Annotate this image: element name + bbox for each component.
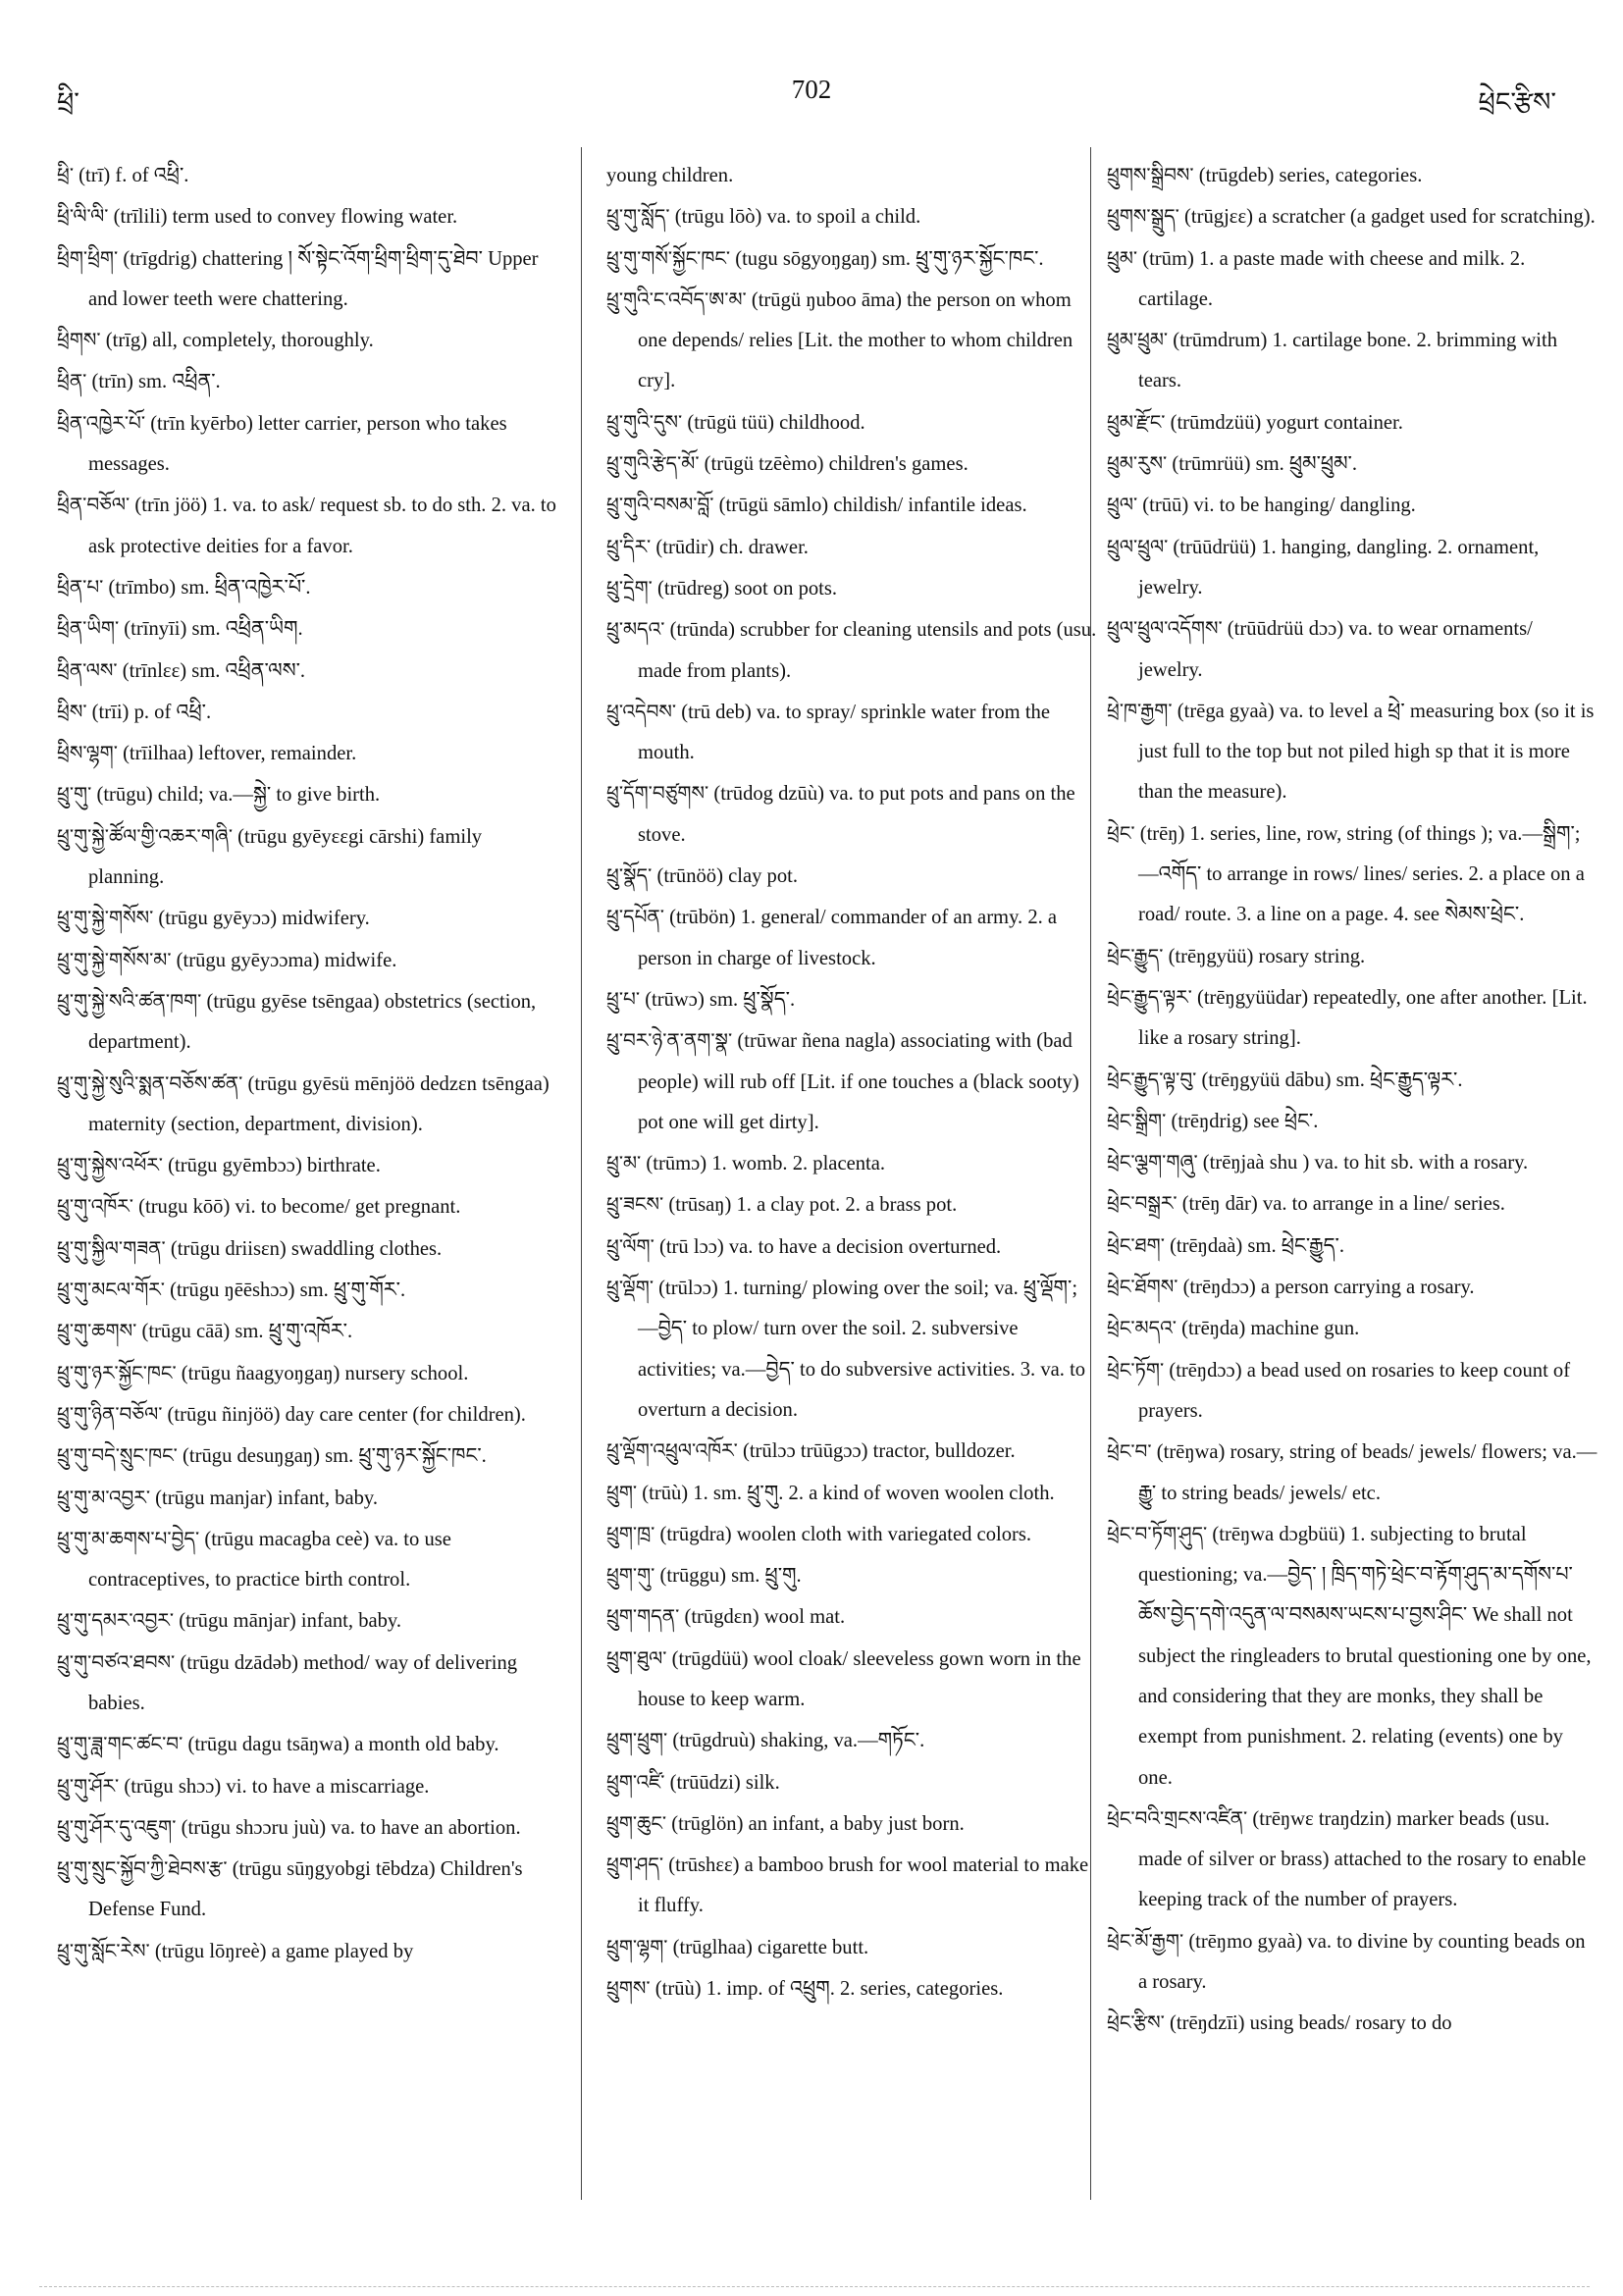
entry-definition: (trūwar ñena nagla) associating with (bad people) will rub off [Lit. if one touches a (black sooty) pot one will get dirty]. [638, 1030, 1079, 1133]
entry-definition: (trūsaŋ) 1. a clay pot. 2. a brass pot. [663, 1194, 958, 1217]
entry-definition: (trēŋgyüü dābu) sm. ཕྲེང་རྒྱུད་ལྟར་. [1196, 1069, 1463, 1091]
dictionary-entry [1107, 1514, 1597, 1799]
entry-headword: ཕྲིན་བཅོལ་ [57, 493, 131, 517]
dictionary-entry [606, 444, 1097, 485]
dictionary-entry [57, 898, 557, 939]
entry-definition: (trūgdeb) series, categories. [1193, 165, 1423, 186]
entry-headword: ཕྲུ་ལོག་ [606, 1233, 654, 1258]
entry-headword: ཕྲུ་གུ་སྐྱེ་གསོས་མ་ [57, 947, 172, 971]
dictionary-entry [57, 608, 557, 650]
entry-definition: (trēŋdaà) sm. ཕྲེང་རྒྱུད་. [1164, 1234, 1345, 1257]
entry-headword: ཕྲུ་མདའ་ [606, 617, 665, 642]
entry-headword: ཕྲུ་ལྡོག་ [606, 1276, 654, 1300]
entry-definition: (trū lɔɔ) va. to have a decision overturned. [654, 1235, 1002, 1258]
entry-definition: (trūglhaa) cigarette butt. [667, 1936, 869, 1958]
dictionary-entry [57, 320, 557, 361]
entry-headword: ཕྲུག་འཛི་ [606, 1769, 665, 1794]
dictionary-column-3 [1107, 155, 1597, 2045]
dictionary-entry [57, 816, 557, 899]
entry-definition: (trūdreg) soot on pots. [652, 577, 838, 600]
dictionary-entry [606, 1268, 1097, 1431]
dictionary-entry [57, 651, 557, 692]
dictionary-entry [1107, 1267, 1597, 1308]
dictionary-entry [606, 1968, 1097, 2009]
dictionary-entry [57, 155, 557, 196]
dictionary-entry [57, 1311, 557, 1352]
entry-headword: ཕྲུགས་སྒྲུད་ [1107, 204, 1179, 229]
entry-headword: ཕྲེང་བསྒྲར་ [1107, 1191, 1178, 1216]
entry-headword: ཕྲིན་པ་ [57, 574, 104, 599]
entry-definition: (trūgü tüü) childhood. [682, 411, 865, 434]
dictionary-entry [606, 1431, 1097, 1472]
entry-definition: (trūgu) child; va.—སྐྱེ་ to give birth. [91, 784, 381, 807]
entry-headword: ཕྲུ་གུ་མ་ཆགས་པ་བྱེད་ [57, 1526, 200, 1550]
entry-definition: young children. [606, 165, 734, 186]
entry-headword: ཕྲུགས་སྒྲིབས་ [1107, 163, 1194, 186]
entry-headword: ཕྲི་ལི་ལི་ [57, 204, 109, 229]
entry-headword: ཕྲུག་ཐུལ་ [606, 1645, 667, 1670]
entry-headword: ཕྲུ་གུའི་བསམ་བློ་ [606, 493, 714, 517]
entry-definition: (trūūdrüü dɔɔ) va. to wear ornaments/ jewelry. [1138, 618, 1533, 681]
dictionary-entry [606, 692, 1097, 774]
entry-headword: ཕྲིགས་ [57, 328, 101, 352]
dictionary-entry [1107, 485, 1597, 526]
entry-definition: (trūgu mānjar) infant, baby. [174, 1610, 402, 1633]
dictionary-entry [606, 1596, 1097, 1638]
entry-definition: (trūgu shɔɔ) vi. to have a miscarriage. [119, 1775, 430, 1798]
entry-headword: ཕྲུ་གུ་སྐྱེ་སུའི་སྨན་བཅོས་ཚན་ [57, 1070, 243, 1095]
entry-headword: ཕྲིས་ལྷག་ [57, 741, 118, 765]
entry-headword: ཕྲུམ་རྫོང་ [1107, 409, 1166, 434]
entry-definition: (trēŋwa dɔgbüü) 1. subjecting to brutal questioning; va.—བྱེད་ ། ཁྲིད་གཏེ་ཕྲེང་བ་རྟོག་ཤུད་མ་དགོས་པ་ཆོས་བྱེད་དགེ་འདུན་ལ་བསམས་ཡངས་པ་བྱས་ཤིང་ We shall not subject the ringleaders to brutal questioning one by one, and considering that they are monks, they shall be exempt from punishment. 2. relating (events) one by one. [1138, 1523, 1592, 1789]
entry-headword: ཕྲིན་ [57, 369, 87, 393]
entry-headword: ཕྲུགས་ [606, 1976, 651, 2001]
entry-definition: (trūgu gyēyɔɔ) midwifery. [153, 908, 370, 930]
entry-headword: ཕྲུག་ [606, 1480, 638, 1504]
dictionary-entry [1107, 1060, 1597, 1101]
entry-headword: ཕྲུ་བར་ཉེ་ན་ནག་སྣ་ [606, 1028, 733, 1053]
dictionary-entry [1107, 1226, 1597, 1267]
dictionary-entry [57, 1353, 557, 1394]
dictionary-entry [606, 979, 1097, 1020]
dictionary-entry [1107, 2003, 1597, 2044]
dictionary-entry [57, 1064, 557, 1146]
entry-definition: (trēŋ) 1. series, line, row, string (of things ); va.—སྒྲིག་; —འགོད་ to arrange in rows/ lines/ series. 2. a place on a road/ route. 3. a line on a page. 4. see སེམས་ཕྲེང་. [1134, 822, 1585, 926]
dictionary-entry [1107, 444, 1597, 485]
entry-headword: ཕྲུ་གུའི་དུས་ [606, 409, 683, 434]
entry-definition: (trūgu gyēmbɔɔ) birthrate. [162, 1155, 381, 1177]
entry-definition: (trēŋdzīi) using beads/ rosary to do [1164, 2012, 1452, 2035]
entry-headword: ཕྲུ་གུ་དམར་འབྱར་ [57, 1608, 175, 1633]
entry-headword: ཕྲུག་ཆུང་ [606, 1810, 667, 1835]
entry-headword: ཕྲུ་གུ་བཙའ་ཐབས་ [57, 1649, 176, 1674]
entry-headword: ཕྲུ་གུ་སྐྱེས་འཕོར་ [57, 1153, 163, 1177]
entry-headword: ཕྲིན་ལས་ [57, 657, 118, 682]
entry-headword: ཕྲེང་མོ་རྒྱག་ [1107, 1928, 1184, 1953]
dictionary-entry [606, 1639, 1097, 1721]
dictionary-entry [606, 1020, 1097, 1143]
dictionary-entry [1107, 691, 1597, 813]
entry-headword: ཕྲུ་གུ་ཆགས་ [57, 1319, 137, 1343]
entry-headword: ཕྲུ་འདེབས་ [606, 699, 677, 723]
entry-headword: ཕྲེང་བ་ [1107, 1439, 1152, 1464]
dictionary-entry [606, 1473, 1097, 1514]
dictionary-entry [606, 485, 1097, 526]
entry-headword: ཕྲེང་ཏོག་ [1107, 1357, 1165, 1382]
dictionary-entry [1107, 1921, 1597, 2004]
entry-definition: (trūlɔɔ trūūgɔɔ) tractor, bulldozer. [737, 1440, 1016, 1463]
dictionary-column-2 [606, 155, 1097, 2009]
entry-definition: (trēŋdrig) see ཕྲེང་. [1166, 1110, 1319, 1132]
entry-definition: (trūgdüü) wool cloak/ sleeveless gown worn in the house to keep warm. [638, 1647, 1081, 1710]
entry-headword: ཕྲེང་རྒྱུད་ [1107, 943, 1164, 967]
entry-definition: (trūbön) 1. general/ commander of an army. 2. a person in charge of livestock. [638, 907, 1058, 969]
dictionary-entry [1107, 196, 1597, 237]
entry-definition: (trūgu ñaagyoŋgaŋ) nursery school. [176, 1362, 469, 1384]
entry-headword: ཕྲུ་གུ་འཁོར་ [57, 1194, 133, 1219]
entry-definition: (trīgdrig) chattering ། སོ་སྟེང་འོག་ཕྲིག་ཕྲིག་དུ་ཐེབ་ Upper and lower teeth were chattering. [88, 247, 539, 310]
dictionary-entry [1107, 977, 1597, 1060]
entry-definition: (trūgjɛɛ) a scratcher (a gadget used for scratching). [1178, 206, 1596, 229]
entry-definition: (trēŋdɔɔ) a bead used on rosaries to keep count of prayers. [1138, 1359, 1571, 1422]
entry-definition: (trūmdzüü) yogurt container. [1165, 411, 1403, 434]
entry-definition: (trūgdra) woolen cloth with variegated colors. [654, 1523, 1032, 1545]
dictionary-entry [606, 196, 1097, 237]
dictionary-entry [1107, 155, 1597, 196]
dictionary-entry [57, 485, 557, 567]
entry-headword: ཕྲུ་དཔོན་ [606, 905, 664, 929]
dictionary-entry [1107, 1142, 1597, 1183]
dictionary-entry [606, 402, 1097, 444]
entry-definition: (trūgu lōò) va. to spoil a child. [669, 206, 921, 229]
entry-headword: ཕྲུ་ལྡོག་འཕྲུལ་འཁོར་ [606, 1438, 738, 1463]
entry-headword: ཕྲུག་ཤད་ [606, 1852, 664, 1877]
entry-headword: ཕྲུ་གུ་ [57, 782, 92, 807]
entry-headword: ཕྲུ་དོག་བཙུགས་ [606, 781, 709, 806]
dictionary-entry [606, 1927, 1097, 1968]
entry-headword: ཕྲིག་ཕྲིག་ [57, 245, 119, 270]
dictionary-entry [57, 981, 557, 1064]
entry-headword: ཕྲེང་རྒྱུད་ལྟ་བུ་ [1107, 1067, 1197, 1091]
entry-headword: ཕྲེང་བའི་གྲངས་འཛིན་ [1107, 1805, 1248, 1830]
entry-definition: (trīnlɛɛ) sm. འཕྲིན་ལས་. [117, 659, 306, 682]
entry-definition: (trūgu driisɛn) swaddling clothes. [165, 1237, 443, 1260]
entry-definition: (trūgu ñinjöö) day care center (for children). [162, 1403, 526, 1426]
entry-headword: ཕྲུལ་ཕྲུལ་ [1107, 534, 1169, 558]
entry-definition: (trīn) sm. འཕྲིན་. [86, 371, 221, 393]
dictionary-entry [1107, 1101, 1597, 1142]
entry-headword: ཕྲེང་རྒྱུད་ལྟར་ [1107, 984, 1192, 1009]
dictionary-entry [57, 692, 557, 733]
dictionary-entry [1107, 1183, 1597, 1225]
entry-definition: (trēŋwɛ traŋdzin) marker beads (usu. made of silver or brass) attached to the rosary to enable keeping track of the number of prayers. [1138, 1807, 1587, 1911]
entry-headword: ཕྲེང་ཐོགས་ [1107, 1275, 1178, 1299]
entry-definition: (trīn kyērbo) letter carrier, person who takes messages. [88, 412, 507, 476]
entry-definition: (trūgu cāā) sm. ཕྲུ་གུ་འཁོར་. [136, 1321, 353, 1343]
entry-definition: (trūgu gyēyɔɔma) midwife. [171, 949, 397, 971]
dictionary-entry [606, 155, 1097, 196]
dictionary-entry [606, 1555, 1097, 1596]
entry-headword: ཕྲུག་གདན་ [606, 1604, 680, 1629]
entry-headword: ཕྲུ་གུ་སྐྱེ་སའི་ཚན་ཁག་ [57, 988, 202, 1013]
dictionary-entry [606, 280, 1097, 402]
entry-headword: ཕྲེ་ཁ་རྒྱག་ [1107, 698, 1173, 722]
entry-headword: ཕྲུ་སྣོད་ [606, 863, 653, 888]
entry-definition: (trīg) all, completely, thoroughly. [100, 330, 374, 352]
entry-definition: (trūmrüü) sm. ཕྲུམ་ཕྲུམ་. [1167, 453, 1358, 476]
header-left-guide-word: ཕྲི་ [57, 87, 79, 117]
entry-headword: ཕྲུ་གུ་སྲུང་སྐྱོབ་ཀྱི་ཐེབས་རྩ་ [57, 1856, 228, 1881]
entry-definition: (trūm) 1. a paste made with cheese and milk. 2. cartilage. [1137, 247, 1526, 310]
entry-headword: ཕྲུམ་རུས་ [1107, 451, 1168, 476]
entry-headword: ཕྲུག་ལྷག་ [606, 1934, 668, 1958]
dictionary-entry [57, 1270, 557, 1311]
entry-definition: (trūgu ŋēēshɔɔ) sm. ཕྲུ་གུ་གོར་. [164, 1279, 406, 1302]
dictionary-entry [606, 856, 1097, 897]
dictionary-entry [57, 940, 557, 981]
dictionary-entry [57, 1807, 557, 1849]
entry-headword: ཕྲེང་བ་ཏོག་ཤུད་ [1107, 1521, 1208, 1545]
entry-definition: (trūgdɛn) wool mat. [679, 1606, 846, 1629]
entry-headword: ཕྲུམ་ཕྲུམ་ [1107, 328, 1169, 352]
entry-headword: ཕྲུ་གུ་མངལ་གོར་ [57, 1278, 165, 1302]
entry-headword: ཕྲུ་གུ་ཉིན་བཅོལ་ [57, 1401, 163, 1426]
dictionary-entry [57, 1145, 557, 1186]
dictionary-entry [1107, 813, 1597, 936]
dictionary-entry [1107, 1432, 1597, 1514]
dictionary-entry [1107, 527, 1597, 609]
entry-definition: (trūgu lōŋreè) a game played by [149, 1940, 414, 1962]
entry-definition: (trūgu manjar) infant, baby. [150, 1487, 379, 1509]
entry-definition: (trūgu shɔɔru juù) va. to have an abortion. [176, 1816, 521, 1839]
entry-headword: ཕྲུ་གུ་ཉར་སྐྱོང་ཁང་ [57, 1360, 177, 1384]
entry-definition: (trī) f. of འཕྲི་. [74, 165, 189, 186]
dictionary-entry [606, 1514, 1097, 1555]
entry-definition: (trēŋjaà shu ) va. to hit sb. with a rosary. [1197, 1152, 1529, 1174]
dictionary-entry [606, 1184, 1097, 1226]
entry-definition: (trēŋwa) rosary, string of beads/ jewels/ flowers; va.—རྒྱུ་ to string beads/ jewels/ etc. [1138, 1441, 1597, 1504]
dictionary-entry [1107, 1799, 1597, 1921]
entry-definition: (trīilhaa) leftover, remainder. [117, 743, 357, 765]
dictionary-entry [606, 1226, 1097, 1268]
dictionary-entry [57, 1766, 557, 1807]
dictionary-entry [57, 403, 557, 486]
dictionary-entry [57, 733, 557, 774]
entry-definition: (trūù) 1. imp. of འཕྲུག. 2. series, categories. [650, 1978, 1004, 2001]
entry-headword: ཕྲུ་གུའི་རྩེད་མོ་ [606, 451, 700, 476]
dictionary-entry [1107, 608, 1597, 691]
dictionary-entry [57, 1931, 557, 1972]
dictionary-entry [606, 897, 1097, 979]
entry-definition: (trēŋdɔɔ) a person carrying a rosary. [1178, 1277, 1475, 1299]
entry-headword: ཕྲུག་ཁྲ་ [606, 1521, 655, 1545]
entry-headword: ཕྲུ་དྲེག་ [606, 575, 653, 600]
dictionary-entry [57, 1394, 557, 1435]
dictionary-entry [57, 1849, 557, 1931]
entry-definition: (trūnöö) clay pot. [652, 865, 799, 888]
entry-headword: ཕྲུ་མ་ [606, 1151, 642, 1175]
dictionary-entry [606, 773, 1097, 856]
dictionary-entry [57, 196, 557, 237]
entry-headword: ཕྲུ་གུ་སྐྱེ་ཚོལ་གྱི་འཆར་གཞི་ [57, 823, 234, 848]
entry-definition: (trūgu gyēse tsēngaa) obstetrics (section, department). [88, 990, 537, 1054]
entry-definition: (trūù) 1. sm. ཕྲུ་གུ. 2. a kind of woven woolen cloth. [637, 1482, 1055, 1504]
entry-headword: ཕྲིན་ཡིག་ [57, 616, 120, 641]
entry-definition: (trūnda) scrubber for cleaning utensils and pots (usu. made from plants). [638, 619, 1097, 682]
entry-definition: (trūgü tzēèmo) children's games. [699, 453, 969, 476]
dictionary-entry [1107, 320, 1597, 402]
entry-headword: ཕྲུ་གུ་ཤོར་ [57, 1773, 120, 1798]
entry-definition: (trūdir) ch. drawer. [651, 536, 809, 558]
page-number: 702 [791, 75, 832, 104]
entry-headword: ཕྲེང་སྒྲིག་ [1107, 1108, 1167, 1132]
entry-headword: ཕྲེང་ཐག་ [1107, 1232, 1165, 1257]
entry-headword: ཕྲུལ་ཕྲུལ་འདོགས་ [1107, 616, 1223, 641]
dictionary-entry [1107, 1350, 1597, 1433]
entry-definition: (trūgu dagu tsāŋwa) a month old baby. [183, 1734, 499, 1756]
dictionary-entry [1107, 238, 1597, 321]
entry-headword: ཕྲེང་ལྕག་གཞུ་ [1107, 1150, 1198, 1174]
entry-headword: ཕྲུ་གུ་སློད་ [606, 204, 670, 229]
dictionary-entry [606, 1803, 1097, 1845]
entry-definition: (trēŋgyüüdar) repeatedly, one after another. [Lit. like a rosary string]. [1138, 986, 1588, 1050]
entry-definition: (trūūdzi) silk. [664, 1771, 780, 1794]
entry-definition: (trūū) vi. to be hanging/ dangling. [1137, 495, 1416, 517]
dictionary-entry [1107, 1308, 1597, 1349]
entry-definition: (trūshɛɛ) a bamboo brush for wool material to make it fluffy. [638, 1854, 1089, 1917]
entry-headword: ཕྲེང་ [1107, 820, 1135, 845]
dictionary-entry [606, 568, 1097, 609]
header-right-guide-word: ཕྲེང་རྩིས་ [1478, 87, 1556, 117]
entry-definition: (trūmɔ) 1. womb. 2. placenta. [641, 1153, 886, 1175]
entry-headword: ཕྲུ་གུའི་ང་འབོད་ཨ་མ་ [606, 287, 747, 311]
entry-definition: (tugu sōgyoŋgaŋ) sm. ཕྲུ་གུ་ཉར་སྐྱོང་ཁང་. [730, 247, 1044, 270]
entry-headword: ཕྲུམ་ [1107, 245, 1138, 270]
entry-definition: (trēga gyaà) va. to level a ཕྲེ་ measuring box (so it is just full to the top but not piled high sp that it is more than the measure). [1138, 700, 1595, 804]
entry-headword: ཕྲུ་གུ་གསོ་སྐྱོང་ཁང་ [606, 245, 731, 270]
dictionary-entry [606, 609, 1097, 692]
entry-headword: ཕྲུ་གུ་ཤོར་དུ་འཇུག་ [57, 1814, 177, 1839]
entry-definition: (trūgu gyēsü mēnjöö dedzɛn tsēngaa) maternity (section, department, division). [88, 1072, 550, 1135]
dictionary-entry [606, 1845, 1097, 1927]
entry-definition: (trēŋmo gyaà) va. to divine by counting beads on a rosary. [1138, 1930, 1586, 1994]
entry-definition: (trū deb) va. to spray/ sprinkle water from the mouth. [638, 701, 1050, 764]
entry-definition: (trūlɔɔ) 1. turning/ plowing over the soil; va. ཕྲུ་ལྡོག་;—བྱེད་ to plow/ turn over the soil. 2. subversive activities; va.—བྱེད་ to do subversive activities. 3. va. to overturn a decision. [638, 1278, 1086, 1421]
dictionary-entry [57, 1228, 557, 1270]
entry-headword: ཕྲུག་ཕྲུག་ [606, 1728, 668, 1752]
dictionary-entry [57, 1186, 557, 1227]
dictionary-entry [1107, 936, 1597, 977]
entry-definition: (trūgu desuŋgaŋ) sm. ཕྲུ་གུ་ཉར་སྐྱོང་ཁང་. [177, 1445, 487, 1468]
dictionary-entry [57, 1478, 557, 1519]
dictionary-entry [606, 238, 1097, 280]
dictionary-entry [57, 361, 557, 402]
entry-definition: (trūgü sāmlo) childish/ infantile ideas. [713, 495, 1027, 517]
entry-headword: ཕྲུ་གུ་མ་འབྱར་ [57, 1485, 151, 1509]
entry-definition: (trūwɔ) sm. ཕྲུ་སྣོད་. [640, 988, 796, 1011]
entry-definition: (trūgdruù) shaking, va.—གཏོང་. [667, 1730, 925, 1752]
entry-headword: ཕྲིན་འཁྱེར་པོ་ [57, 410, 146, 435]
entry-definition: (trēŋda) machine gun. [1176, 1318, 1360, 1340]
entry-definition: (trīi) p. of འཕྲི་. [86, 701, 212, 723]
entry-definition: (trūgu macagba ceè) va. to use contraceptives, to practice birth control. [88, 1528, 451, 1592]
entry-headword: ཕྲུལ་ [1107, 493, 1138, 517]
entry-headword: ཕྲུ་གུ་སྐྱིལ་གཟན་ [57, 1235, 166, 1260]
entry-headword: ཕྲེང་རྩིས་ [1107, 2010, 1165, 2035]
entry-definition: (trūglön) an infant, a baby just born. [666, 1812, 965, 1835]
entry-headword: ཕྲུ་ཟངས་ [606, 1192, 664, 1217]
dictionary-entry [1107, 402, 1597, 444]
dictionary-entry [57, 1724, 557, 1765]
dictionary-entry [606, 1143, 1097, 1184]
entry-definition: (trēŋgyüü) rosary string. [1163, 945, 1366, 967]
entry-definition: (trīmbo) sm. ཕྲིན་འཁྱེར་པོ་. [103, 576, 311, 599]
entry-headword: ཕྲེང་མདའ་ [1107, 1316, 1177, 1340]
dictionary-entry [57, 238, 557, 321]
dictionary-entry [606, 1762, 1097, 1803]
entry-definition: (trūgu sūŋgyobgi tēbdza) Children's Defense Fund. [88, 1858, 523, 1921]
entry-headword: ཕྲི་ [57, 163, 75, 186]
dictionary-entry [57, 1600, 557, 1642]
entry-definition: (trūgü ŋuboo āma) the person on whom one depends/ relies [Lit. the mother to whom children cry]. [638, 288, 1073, 392]
entry-definition: (trūmdrum) 1. cartilage bone. 2. brimming with tears. [1138, 330, 1558, 392]
entry-headword: ཕྲུ་གུ་སྐྱེ་གསོས་ [57, 906, 154, 930]
entry-headword: ཕྲུ་གུ་སློང་རེས་ [57, 1938, 150, 1962]
entry-definition: (trūggu) sm. ཕྲུ་གུ. [654, 1565, 802, 1588]
entry-definition: (trīnyīi) sm. འཕྲིན་ཡིག. [119, 618, 303, 641]
entry-headword: ཕྲུ་དིར་ [606, 534, 652, 558]
entry-headword: ཕྲུ་པ་ [606, 986, 641, 1011]
entry-headword: ཕྲུག་གུ་ [606, 1563, 655, 1588]
entry-definition: (trīn jöö) 1. va. to ask/ request sb. to do sth. 2. va. to ask protective deities for a favor. [88, 495, 556, 557]
entry-definition: (trūdog dzūù) va. to put pots and pans on the stove. [638, 783, 1075, 846]
dictionary-column-1 [57, 155, 557, 1972]
entry-headword: ཕྲུ་གུ་བདེ་སྲུང་ཁང་ [57, 1443, 178, 1468]
entry-definition: (trugu kōō) vi. to become/ get pregnant. [132, 1196, 461, 1219]
dictionary-entry [57, 1519, 557, 1601]
dictionary-entry [57, 774, 557, 815]
entry-headword: ཕྲིས་ [57, 699, 87, 723]
entry-definition: (trūgu gyēyɛɛgi cārshi) family planning. [88, 825, 483, 889]
dictionary-entry [57, 567, 557, 608]
entry-definition: (trūūdrüü) 1. hanging, dangling. 2. ornament, jewelry. [1138, 536, 1540, 599]
dictionary-entry [57, 1643, 557, 1725]
dictionary-entry [606, 527, 1097, 568]
entry-definition: (trēŋ dār) va. to arrange in a line/ series. [1177, 1193, 1505, 1216]
scan-border [39, 2286, 1590, 2287]
dictionary-entry [57, 1435, 557, 1477]
entry-definition: (trūgu dzādəb) method/ way of delivering babies. [88, 1651, 518, 1714]
entry-headword: ཕྲུ་གུ་ཟླ་གང་ཚང་བ་ [57, 1732, 183, 1756]
entry-definition: (trīlili) term used to convey flowing water. [108, 206, 458, 229]
dictionary-entry [606, 1720, 1097, 1761]
column-divider [581, 147, 582, 2200]
